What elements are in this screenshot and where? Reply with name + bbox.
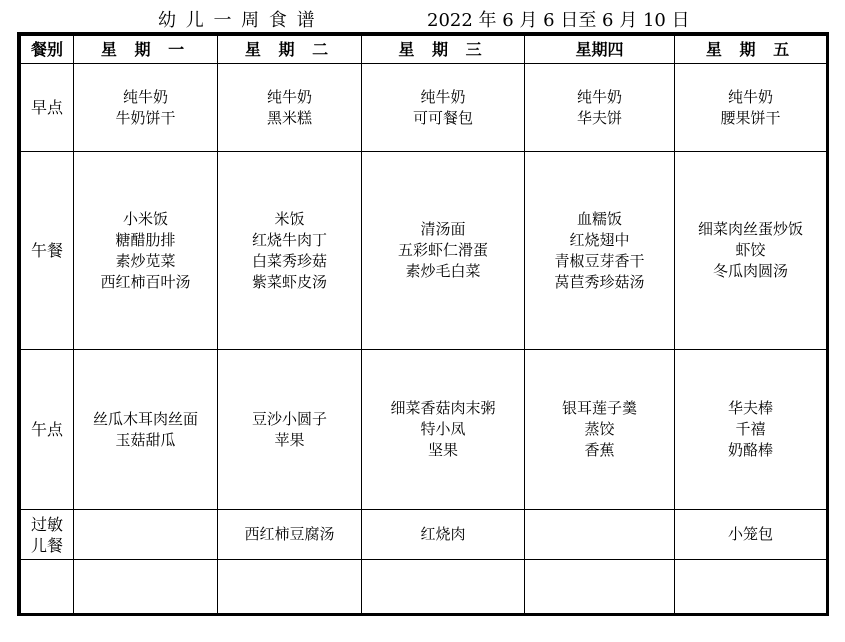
dish-item: 红烧肉 [420, 525, 466, 543]
menu-cell [218, 152, 362, 350]
dish-item: 腰果饼干 [720, 108, 781, 127]
dish-item: 红烧牛肉丁 [251, 230, 327, 249]
dish-item: 莴苣秀珍菇汤 [554, 272, 645, 291]
menu-cell [525, 560, 675, 614]
dish-item: 白菜秀珍菇 [251, 251, 327, 270]
menu-cell [675, 510, 827, 560]
menu-cell [675, 64, 827, 152]
menu-cell [675, 152, 827, 350]
dish-item: 清汤面 [420, 220, 466, 238]
header-day: 星 期 一 [74, 36, 218, 64]
dish-item: 西红柿豆腐汤 [244, 525, 335, 543]
dish-item: 素炒毛白菜 [405, 262, 481, 280]
header-day: 星期四 [525, 36, 675, 64]
dish-item: 糖醋肋排 [115, 230, 176, 249]
header-day: 星 期 二 [218, 36, 362, 64]
menu-cell [362, 510, 525, 560]
menu-cell [74, 152, 218, 350]
dish-item: 纯牛奶 [122, 87, 168, 106]
menu-cell [525, 152, 675, 350]
dish-item: 华夫饼 [576, 108, 622, 127]
menu-cell [362, 152, 525, 350]
dish-item: 五彩虾仁滑蛋 [397, 241, 488, 259]
dish-item: 香蕉 [584, 441, 615, 459]
dish-item: 玉菇甜瓜 [115, 430, 176, 449]
dish-item: 素炒苋菜 [115, 251, 176, 270]
dish-item: 纯牛奶 [576, 87, 622, 106]
dish-item: 冬瓜肉圆汤 [712, 262, 788, 280]
menu-cell [74, 350, 218, 510]
dish-item: 米饭 [274, 209, 305, 228]
menu-cell [525, 510, 675, 560]
meal-type-cell: 午餐 [21, 152, 74, 350]
dish-item: 纯牛奶 [266, 87, 312, 106]
menu-cell [218, 350, 362, 510]
dish-item: 红烧翅中 [569, 230, 630, 249]
meal-type-cell: 午点 [21, 350, 74, 510]
dish-item: 黑米糕 [266, 108, 312, 127]
dish-item: 牛奶饼干 [115, 108, 176, 127]
dish-item: 千禧 [735, 420, 766, 438]
dish-item: 紫菜虾皮汤 [251, 272, 327, 291]
dish-item: 华夫棒 [727, 399, 773, 417]
header-day: 星 期 五 [675, 36, 827, 64]
dish-item: 小笼包 [727, 525, 773, 543]
menu-row [21, 510, 827, 560]
title-date-range: 2022 年 6 月 6 日至 6 月 10 日 [427, 10, 690, 31]
menu-cell [74, 560, 218, 614]
dish-item: 纯牛奶 [727, 87, 773, 106]
menu-cell [218, 510, 362, 560]
menu-cell [362, 64, 525, 152]
header-row [21, 36, 827, 64]
menu-row [21, 560, 827, 614]
menu-row [21, 64, 827, 152]
dish-item: 丝瓜木耳肉丝面 [92, 409, 198, 428]
meal-type-line: 过敏 [30, 514, 63, 534]
menu-cell [675, 350, 827, 510]
dish-item: 可可餐包 [412, 108, 473, 127]
header-meal-type: 餐别 [21, 36, 74, 64]
menu-cell [74, 64, 218, 152]
header-day: 星 期 三 [362, 36, 525, 64]
dish-item: 苹果 [274, 430, 305, 449]
menu-cell [362, 350, 525, 510]
menu-cell [675, 560, 827, 614]
meal-type-cell [21, 510, 74, 560]
dish-item: 虾饺 [735, 241, 766, 259]
dish-item: 豆沙小圆子 [251, 409, 327, 428]
title-main: 幼 儿 一 周 食 谱 [158, 10, 317, 31]
dish-item: 特小凤 [420, 420, 466, 438]
meal-type-cell [21, 560, 74, 614]
menu-cell [362, 560, 525, 614]
menu-cell [218, 64, 362, 152]
menu-row [21, 152, 827, 350]
dish-item: 细菜肉丝蛋炒饭 [697, 220, 803, 238]
dish-item: 小米饭 [122, 209, 168, 228]
dish-item: 奶酪棒 [727, 441, 773, 459]
dish-item: 细菜香菇肉末粥 [390, 399, 496, 417]
weekly-menu-table [20, 35, 827, 614]
dish-item: 银耳莲子羹 [561, 399, 637, 417]
menu-cell [525, 350, 675, 510]
dish-item: 血糯饭 [576, 209, 622, 228]
dish-item: 纯牛奶 [420, 87, 466, 106]
menu-cell [74, 510, 218, 560]
menu-cell [218, 560, 362, 614]
dish-item: 青椒豆芽香干 [554, 251, 645, 270]
menu-cell [525, 64, 675, 152]
menu-row [21, 350, 827, 510]
meal-type-cell: 早点 [21, 64, 74, 152]
menu-title [0, 6, 845, 32]
dish-item: 蒸饺 [584, 420, 615, 438]
meal-type-line: 儿餐 [30, 535, 63, 555]
dish-item: 西红柿百叶汤 [100, 272, 191, 291]
dish-item: 坚果 [427, 441, 458, 459]
